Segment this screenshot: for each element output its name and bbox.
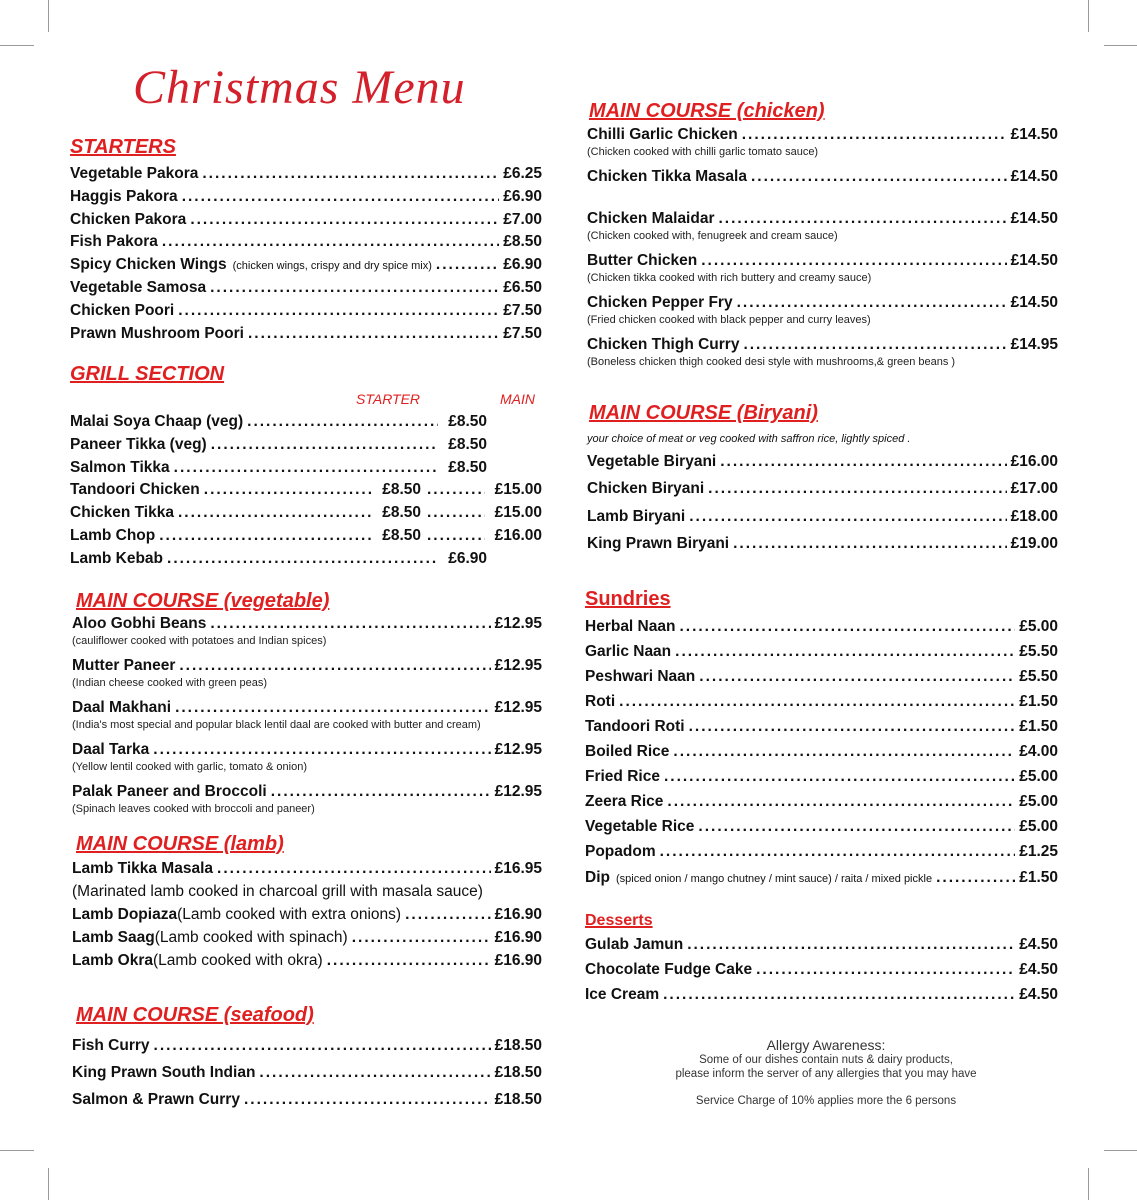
menu-item — [70, 256, 542, 274]
item-description: (India's most special and popular black lentil daal are cooked with butter and cream) — [72, 719, 481, 731]
dot-leader — [936, 869, 1015, 887]
menu-item — [70, 233, 542, 251]
allergy-notice — [585, 1037, 1067, 1107]
dot-leader — [210, 615, 490, 633]
allergy-line: please inform the server of any allergies that you may have — [675, 1068, 977, 1080]
item-price: £8.50 — [503, 233, 542, 251]
item-price: £18.00 — [1010, 507, 1058, 525]
menu-title: Christmas Menu — [133, 61, 466, 114]
item-price: £7.50 — [503, 324, 542, 342]
dot-leader — [742, 126, 1007, 144]
dot-leader — [352, 929, 491, 947]
dot-leader — [427, 481, 485, 499]
item-starter-price: £8.50 — [448, 413, 487, 430]
item-starter-price: £8.50 — [382, 527, 421, 544]
dot-leader — [175, 699, 491, 717]
service-charge-note: Service Charge of 10% applies more the 6 persons — [695, 1095, 957, 1107]
item-name: Daal Makhani — [72, 699, 172, 716]
item-price: £18.50 — [494, 1091, 542, 1108]
item-note: (chicken wings, crispy and dry spice mix) — [232, 260, 432, 273]
item-name: King Prawn South Indian — [72, 1064, 256, 1081]
item-description: (Spinach leaves cooked with broccoli and paneer) — [72, 803, 315, 815]
menu-item — [587, 453, 1058, 471]
allergy-line: Some of our dishes contain nuts & dairy products, — [699, 1054, 953, 1066]
item-name: Vegetable Biryani — [587, 453, 717, 470]
dot-leader — [675, 643, 1015, 661]
item-name: Paneer Tikka (veg) — [70, 435, 207, 453]
item-price: £1.50 — [1019, 869, 1058, 886]
menu-item — [585, 818, 1058, 836]
menu-item — [70, 325, 542, 343]
item-name: Malai Soya Chaap (veg) — [70, 413, 244, 430]
item-name: Boiled Rice — [585, 743, 670, 760]
menu-item — [70, 481, 542, 499]
item-main-price: £16.00 — [494, 527, 542, 544]
menu-item — [70, 504, 542, 522]
seafood-heading: MAIN COURSE (seafood) — [76, 1004, 314, 1026]
dot-leader — [211, 436, 438, 454]
menu-item — [585, 693, 1058, 711]
dot-leader — [182, 188, 500, 206]
item-price: £4.50 — [1019, 986, 1058, 1003]
item-price: £4.50 — [1019, 936, 1058, 953]
dot-leader — [427, 527, 485, 545]
item-price: £5.50 — [1019, 643, 1058, 660]
item-price: £14.50 — [1010, 294, 1058, 311]
grill-heading: GRILL SECTION — [70, 363, 225, 385]
dot-leader — [719, 210, 1007, 228]
dot-leader — [154, 1037, 491, 1055]
item-price: £4.00 — [1019, 743, 1058, 760]
menu-item — [587, 168, 1058, 186]
item-price: £16.95 — [494, 860, 542, 877]
menu-item — [70, 436, 542, 454]
item-name: Gulab Jamun — [585, 936, 684, 953]
item-name: Chicken Malaidar — [587, 210, 715, 227]
item-note: (spiced onion / mango chutney / mint sauce) / raita / mixed pickle — [615, 873, 933, 885]
item-name: Haggis Pakora — [70, 187, 178, 205]
item-name: Dip — [585, 869, 610, 886]
menu-item — [587, 480, 1058, 498]
dot-leader — [619, 693, 1015, 711]
biryani-intro: your choice of meat or veg cooked with saffron rice, lightly spiced . — [587, 433, 911, 445]
item-name: Salmon & Prawn Curry — [72, 1091, 240, 1108]
item-name: Chocolate Fudge Cake — [585, 961, 753, 978]
dot-leader — [751, 168, 1007, 186]
dot-leader — [271, 783, 491, 801]
crop-mark — [1088, 0, 1089, 32]
dot-leader — [689, 718, 1016, 736]
item-name: Chicken Thigh Curry — [587, 336, 740, 353]
item-price: £5.00 — [1019, 618, 1058, 635]
menu-item — [585, 768, 1058, 786]
dot-leader — [667, 793, 1015, 811]
allergy-heading: Allergy Awareness: — [766, 1037, 886, 1053]
item-name: Ice Cream — [585, 986, 660, 1003]
menu-item — [585, 643, 1058, 661]
menu-item — [70, 413, 542, 431]
menu-item — [587, 210, 1058, 228]
crop-mark — [48, 1168, 49, 1200]
item-price: £12.95 — [494, 741, 542, 758]
menu-item — [585, 718, 1058, 736]
dot-leader — [687, 936, 1015, 954]
menu-item — [585, 869, 1058, 887]
item-description: (cauliflower cooked with potatoes and Indian spices) — [72, 635, 327, 647]
item-price: £14.50 — [1010, 126, 1058, 143]
chicken-heading: MAIN COURSE (chicken) — [589, 100, 825, 122]
item-name: Fish Curry — [72, 1037, 150, 1054]
item-name: Chicken Pepper Fry — [587, 294, 733, 311]
menu-item — [585, 986, 1058, 1004]
item-note: (Lamb cooked with okra) — [152, 952, 323, 969]
item-price: £16.90 — [494, 906, 542, 923]
menu-item — [72, 615, 542, 633]
menu-item — [72, 906, 542, 924]
item-name: Aloo Gobhi Beans — [72, 615, 207, 632]
lamb-heading: MAIN COURSE (lamb) — [76, 833, 284, 855]
dot-leader — [660, 843, 1016, 861]
biryani-heading: MAIN COURSE (Biryani) — [589, 402, 818, 424]
item-price: £16.00 — [1010, 453, 1058, 470]
item-price: £14.50 — [1010, 168, 1058, 185]
item-name: Lamb Okra — [72, 952, 153, 969]
item-note: (Lamb cooked with spinach) — [154, 929, 348, 946]
item-name: Lamb Tikka Masala — [72, 860, 214, 877]
menu-item — [72, 929, 542, 947]
dot-leader — [679, 618, 1015, 636]
item-price: £4.50 — [1019, 961, 1058, 978]
item-name: Vegetable Samosa — [70, 279, 207, 296]
item-name: Chicken Tikka Masala — [587, 168, 747, 185]
dot-leader — [756, 961, 1015, 979]
menu-item — [585, 936, 1058, 954]
starters-heading: STARTERS — [70, 136, 176, 158]
dot-leader — [259, 1064, 490, 1082]
dot-leader — [699, 668, 1015, 686]
menu-item — [585, 843, 1058, 861]
item-name: Salmon Tikka — [70, 458, 170, 476]
item-name: Lamb Saag — [72, 929, 155, 946]
menu-item — [70, 211, 542, 229]
item-price: £19.00 — [1010, 534, 1058, 552]
dot-leader — [436, 256, 499, 274]
item-description: (Chicken tikka cooked with rich buttery and creamy sauce) — [587, 272, 872, 284]
dot-leader — [743, 336, 1006, 354]
dot-leader — [204, 481, 372, 499]
item-price: £7.00 — [503, 210, 542, 228]
item-price: £6.90 — [503, 256, 542, 274]
sundries-heading: Sundries — [585, 588, 671, 610]
item-starter-price: £8.50 — [448, 435, 487, 453]
dot-leader — [178, 302, 499, 320]
item-price: £6.25 — [503, 165, 542, 182]
dot-leader — [708, 480, 1006, 498]
menu-item — [587, 252, 1058, 270]
item-price: £14.95 — [1010, 336, 1058, 353]
item-name: Chilli Garlic Chicken — [587, 126, 738, 143]
dot-leader — [247, 413, 438, 431]
menu-item — [72, 1037, 542, 1055]
item-price: £12.95 — [494, 699, 542, 716]
item-note: (Lamb cooked with extra onions) — [177, 906, 402, 923]
item-price: £5.50 — [1019, 668, 1058, 685]
crop-mark — [1104, 45, 1137, 46]
grill-starter-column-header: STARTER — [356, 391, 421, 407]
menu-item — [72, 699, 542, 717]
item-price: £5.00 — [1019, 818, 1058, 835]
item-name: Chicken Biryani — [587, 480, 705, 498]
item-price: £16.90 — [494, 929, 542, 946]
dot-leader — [179, 657, 490, 675]
item-name: Palak Paneer and Broccoli — [72, 783, 267, 800]
item-price: £12.95 — [494, 615, 542, 632]
item-name: Tandoori Chicken — [70, 481, 200, 499]
item-name: Chicken Tikka — [70, 504, 174, 522]
desserts-heading: Desserts — [585, 912, 653, 929]
item-name: Herbal Naan — [585, 618, 676, 635]
item-description: (Chicken cooked with chilli garlic tomato sauce) — [587, 146, 819, 158]
item-starter-price: £8.50 — [382, 481, 421, 499]
item-description: (Yellow lentil cooked with garlic, tomato & onion) — [72, 761, 307, 773]
menu-item — [585, 668, 1058, 686]
dot-leader — [202, 165, 499, 183]
item-name: Garlic Naan — [585, 643, 672, 660]
dot-leader — [405, 906, 490, 924]
item-price: £1.50 — [1019, 693, 1058, 710]
item-name: Roti — [585, 693, 616, 710]
item-name: Lamb Dopiaza — [72, 906, 178, 923]
item-name: Lamb Biryani — [587, 507, 686, 525]
item-description: (Chicken cooked with, fenugreek and cream sauce) — [587, 230, 838, 242]
item-name: Lamb Chop — [70, 527, 156, 544]
dot-leader — [427, 504, 485, 522]
item-price: £18.50 — [494, 1064, 542, 1081]
item-name: Fish Pakora — [70, 233, 158, 251]
veg-heading: MAIN COURSE (vegetable) — [76, 590, 330, 612]
dot-leader — [720, 453, 1006, 471]
menu-item — [587, 294, 1058, 312]
menu-item — [72, 1091, 542, 1109]
menu-item — [70, 527, 542, 545]
item-starter-price: £6.90 — [448, 549, 487, 567]
item-name: Daal Tarka — [72, 741, 150, 758]
item-starter-price: £8.50 — [382, 504, 421, 522]
item-name: Prawn Mushroom Poori — [70, 324, 244, 342]
grill-main-column-header: MAIN — [500, 391, 535, 407]
dot-leader — [244, 1091, 491, 1109]
item-name: Tandoori Roti — [585, 718, 685, 735]
item-name: Chicken Pakora — [70, 210, 187, 228]
item-price: £6.90 — [503, 187, 542, 205]
menu-item — [72, 952, 542, 970]
dot-leader — [698, 818, 1015, 836]
item-name: Vegetable Pakora — [70, 165, 199, 182]
menu-item — [70, 279, 542, 297]
item-name: Chicken Poori — [70, 301, 175, 319]
dot-leader — [190, 211, 499, 229]
dot-leader — [689, 508, 1006, 526]
crop-mark — [0, 45, 34, 46]
dot-leader — [153, 741, 490, 759]
item-name: Vegetable Rice — [585, 818, 695, 835]
menu-item — [587, 336, 1058, 354]
item-price: £1.25 — [1019, 843, 1058, 860]
item-name: Lamb Kebab — [70, 549, 164, 567]
item-price: £17.00 — [1010, 480, 1058, 498]
item-description: (Marinated lamb cooked in charcoal grill with masala sauce) — [72, 883, 483, 900]
menu-item — [585, 743, 1058, 761]
item-name: Spicy Chicken Wings — [70, 256, 227, 274]
dot-leader — [673, 743, 1015, 761]
item-name: Butter Chicken — [587, 252, 698, 269]
item-main-price: £15.00 — [494, 504, 542, 522]
item-price: £12.95 — [494, 657, 542, 674]
item-price: £18.50 — [494, 1037, 542, 1054]
dot-leader — [210, 279, 499, 297]
item-price: £14.50 — [1010, 210, 1058, 227]
menu-item — [587, 535, 1058, 553]
menu-item — [72, 1064, 542, 1082]
menu-item — [70, 302, 542, 320]
menu-item — [585, 618, 1058, 636]
menu-item — [70, 165, 542, 183]
crop-mark — [48, 0, 49, 32]
item-price: £5.00 — [1019, 768, 1058, 785]
dot-leader — [174, 459, 438, 477]
item-price: £7.50 — [503, 301, 542, 319]
crop-mark — [1104, 1150, 1137, 1151]
menu-item — [70, 459, 542, 477]
dot-leader — [737, 294, 1007, 312]
dot-leader — [159, 527, 372, 545]
item-price: £1.50 — [1019, 718, 1058, 735]
menu-item — [72, 783, 542, 801]
dot-leader — [162, 233, 499, 251]
menu-item — [70, 550, 542, 568]
item-main-price: £15.00 — [494, 481, 542, 499]
dot-leader — [701, 252, 1006, 270]
item-name: King Prawn Biryani — [587, 534, 730, 552]
item-description: (Fried chicken cooked with black pepper and curry leaves) — [587, 314, 871, 326]
item-price: £6.50 — [503, 279, 542, 296]
menu-item — [585, 961, 1058, 979]
item-description: (Indian cheese cooked with green peas) — [72, 677, 268, 689]
dot-leader — [167, 550, 438, 568]
dot-leader — [663, 986, 1015, 1004]
item-starter-price: £8.50 — [448, 458, 487, 476]
item-price: £5.00 — [1019, 793, 1058, 810]
menu-item — [587, 508, 1058, 526]
menu-item — [72, 657, 542, 675]
item-description: (Boneless chicken thigh cooked desi style with mushrooms,& green beans ) — [587, 356, 956, 368]
item-price: £16.90 — [494, 952, 542, 969]
menu-item — [70, 188, 542, 206]
crop-mark — [1088, 1168, 1089, 1200]
dot-leader — [664, 768, 1015, 786]
item-name: Zeera Rice — [585, 793, 664, 810]
item-name: Fried Rice — [585, 768, 660, 785]
crop-mark — [0, 1150, 34, 1151]
item-name: Mutter Paneer — [72, 657, 176, 674]
dot-leader — [217, 860, 491, 878]
dot-leader — [248, 325, 499, 343]
item-name: Popadom — [585, 843, 656, 860]
dot-leader — [178, 504, 372, 522]
menu-item — [72, 741, 542, 759]
item-price: £12.95 — [494, 783, 542, 800]
dot-leader — [733, 535, 1006, 553]
menu-item — [587, 126, 1058, 144]
menu-item — [585, 793, 1058, 811]
item-price: £14.50 — [1010, 252, 1058, 269]
dot-leader — [327, 952, 491, 970]
menu-item — [72, 860, 542, 878]
item-name: Peshwari Naan — [585, 668, 696, 685]
